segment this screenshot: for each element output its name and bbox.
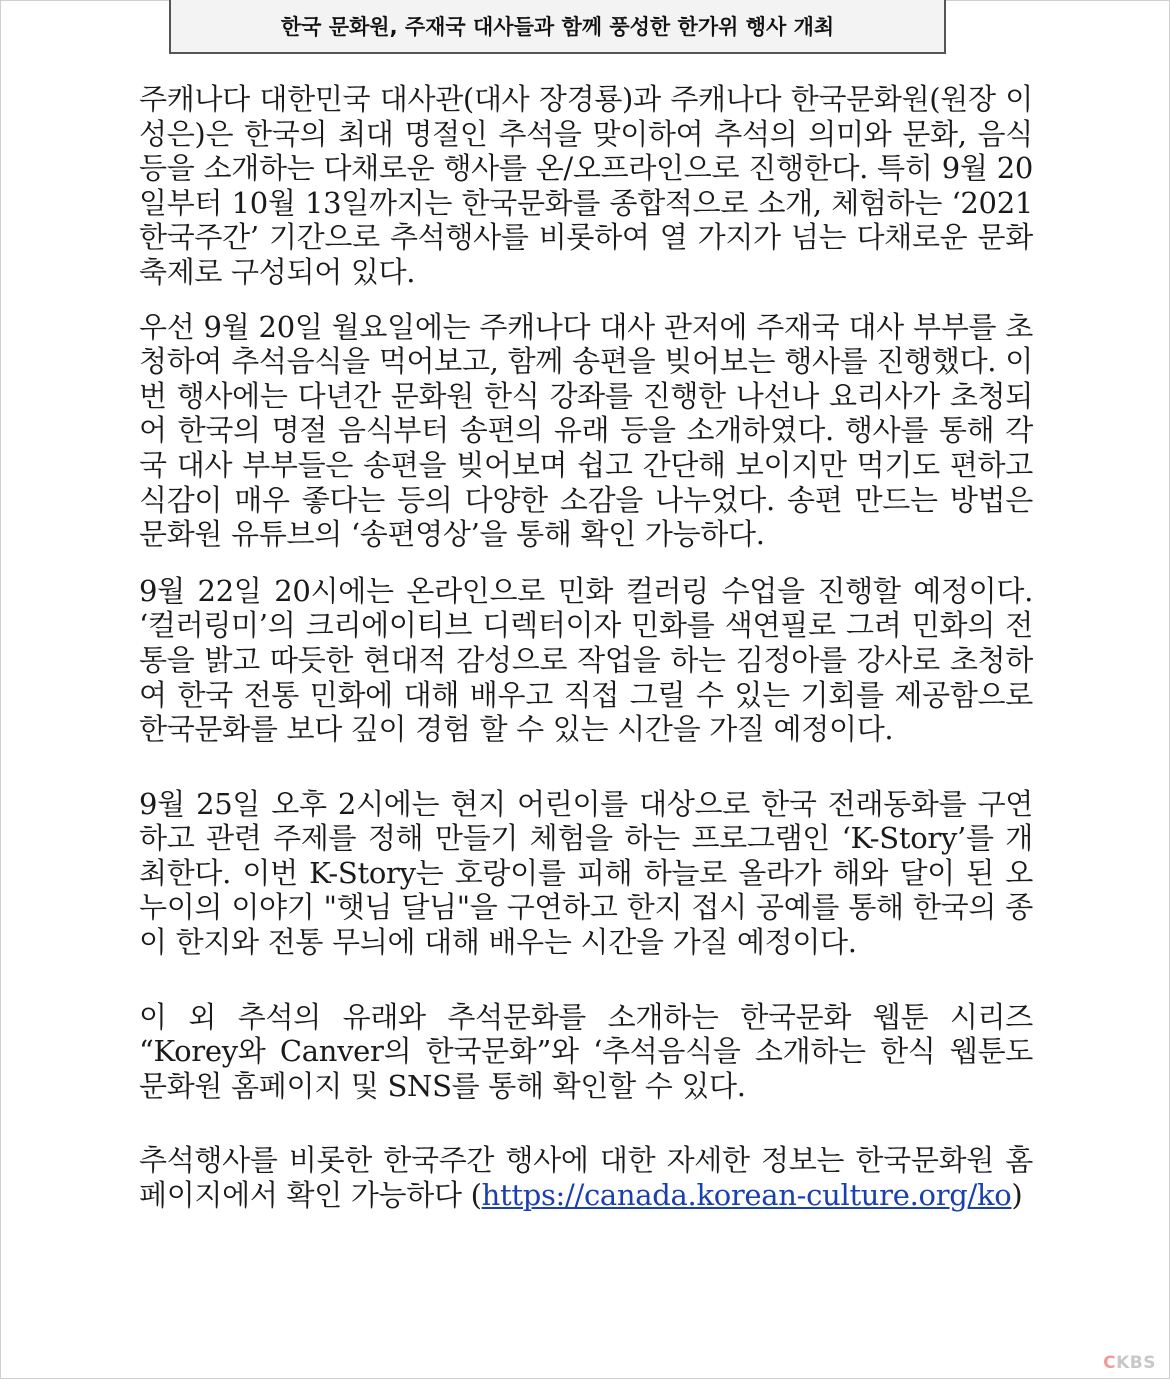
homepage-link[interactable]: https://canada.korean-culture.org/ko (481, 1178, 1012, 1213)
paragraph-intro: 주캐나다 대한민국 대사관(대사 장경룡)과 주캐나다 한국문화원(원장 이성은)은 한국의 최대 명절인 추석을 맞이하여 추석의 의미와 문화, 음식 등을 소개하는 다채로운 행사를 온/오프라인으로 진행한다. 특히 9월 20일부터 10월 13일까지는 한국문화를 종합적으로 소개, 체험하는 ‘2021 한국주간’ 기간으로 추석행사를 비롯하여 열 가지가 넘는 다채로운 문화축제로 구성되어 있다. (139, 82, 1033, 289)
paragraph-webtoon: 이 외 추석의 유래와 추석문화를 소개하는 한국문화 웹툰 시리즈 “Korey와 Canver의 한국문화”와 ‘추석음식을 소개하는 한식 웹툰도 문화원 홈페이지 및 SNS를 통해 확인할 수 있다. (139, 999, 1033, 1103)
paragraph-ambassador-event: 우선 9월 20일 월요일에는 주캐나다 대사 관저에 주재국 대사 부부를 초청하여 추석음식을 먹어보고, 함께 송편을 빚어보는 행사를 진행했다. 이번 행사에는 다년간 문화원 한식 강좌를 진행한 나선나 요리사가 초청되어 한국의 명절 음식부터 송편의 유래 등을 소개하였다. 행사를 통해 각국 대사 부부들은 송편을 빚어보며 쉽고 간단해 보이지만 먹기도 편하고 식감이 매우 좋다는 등의 다양한 소감을 나누었다. 송편 만드는 방법은 문화원 유튜브의 ‘송편영상’을 통해 확인 가능하다. (139, 309, 1033, 552)
cbks-watermark: CKBS (1103, 1353, 1156, 1373)
more-info-text: 추석행사를 비롯한 한국주간 행사에 대한 자세한 정보는 한국문화원 홈페이지에서 확인 가능하다 ( (139, 1143, 1033, 1213)
article-title: 한국 문화원, 주재국 대사들과 함께 풍성한 한가위 행사 개최 (169, 0, 946, 54)
more-info-close: ) (1011, 1178, 1023, 1213)
paragraph-more-info (139, 1143, 1033, 1212)
paragraph-k-story: 9월 25일 오후 2시에는 현지 어린이를 대상으로 한국 전래동화를 구연하고 관련 주제를 정해 만들기 체험을 하는 프로그램인 ‘K-Story’를 개최한다. 이번 K-Story는 호랑이를 피해 하늘로 올라가 해와 달이 된 오누이의 이야기 "햇님 달님"을 구연하고 한지 접시 공예를 통해 한국의 종이 한지와 전통 무늬에 대해 배우는 시간을 가질 예정이다. (139, 786, 1033, 960)
article-body (139, 82, 1033, 1213)
paragraph-minhwa-class: 9월 22일 20시에는 온라인으로 민화 컬러링 수업을 진행할 예정이다. ‘컬러링미’의 크리에이티브 디렉터이자 민화를 색연필로 그려 민화의 전통을 밝고 따듯한 현대적 감성으로 작업을 하는 김정아를 강사로 초청하여 한국 전통 민화에 대해 배우고 직접 그릴 수 있는 기회를 제공함으로 한국문화를 보다 깊이 경험 할 수 있는 시간을 가질 예정이다. (139, 573, 1033, 747)
